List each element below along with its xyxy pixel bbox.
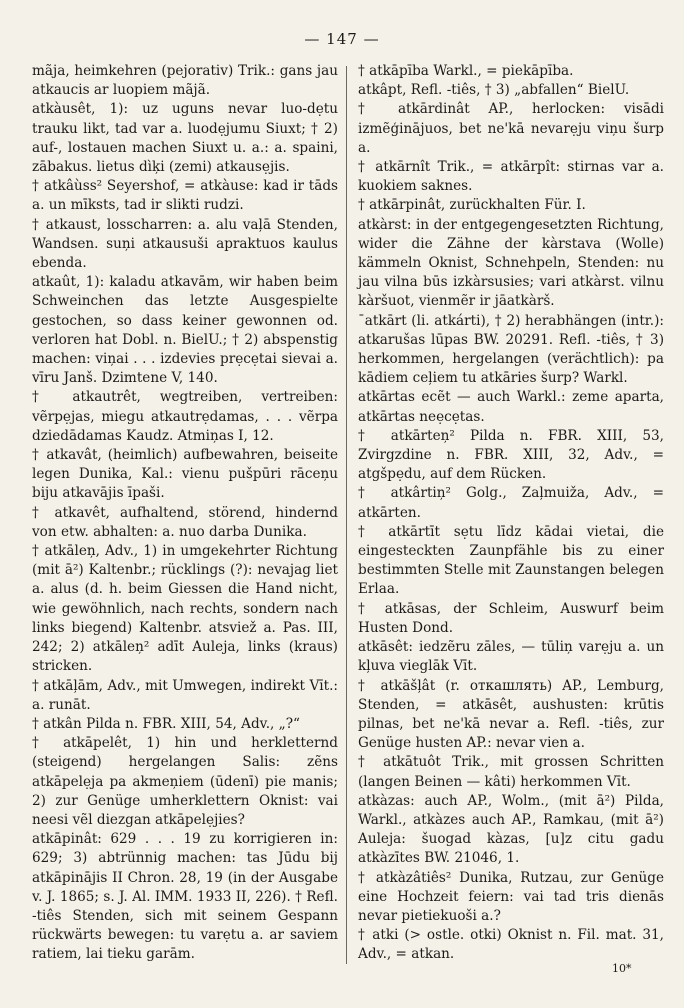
dictionary-entry: † atkāšļât (r. откашлять) AP., Lemburg, Stenden, = atkāsêt, aushusten: krūtis pilnas, bet ne'kā nevar a. Refl. -tiês, zur Genüge husten AP.: nevar vien a. (358, 677, 664, 752)
dictionary-entry: † atkavât, (heimlich) aufbewahren, beiseite legen Dunika, Kal.: vienu pušpūri rāceņu biju atkavājis īpaši. (32, 447, 338, 502)
dictionary-entry: atkàusêt, 1): uz uguns nevar luo-dẹtu trauku likt, tad var a. luodẹjumu Siuxt; † 2) auf-, lostauen machen Siuxt u. a.: a. spaini, zābakus. lietus dìķi (zemi) atkausẹjis. (32, 101, 338, 176)
dictionary-entry: atkàrst: in der entgegengesetzten Richtung, wider die Zähne der kàrstava (Wolle) kämmeln Oknist, Schnehpeln, Stenden: nu jau vilna būs izkàrsusies; vari atkàrst. vilnu kàršuot, vienmẽr ir jāatkàrš. (358, 216, 664, 310)
left-column (32, 62, 338, 965)
dictionary-entry: † atkāļām, Adv., mit Umwegen, indirekt Vīt.: a. runāt. (32, 677, 338, 713)
dictionary-entry: † atkautrêt, wegtreiben, vertreiben: vẽrpẹjas, miegu atkautrẹdamas, . . . vẽrpa dziedādamas Kaudz. Atmiņas I, 12. (32, 389, 338, 444)
dictionary-entry: † atkaust, losscharren: a. alu vaļā Stenden, Wandsen. suņi atkausuši apraktuos kaulus ebenda. (32, 216, 338, 272)
dictionary-entry: mãja, heimkehren (pejorativ) Trik.: gans jau atkaucis ar luopiem mãjã. (32, 63, 338, 99)
dictionary-entry: atkāpinât: 629 . . . 19 zu korrigieren in: 629; 3) abtrünnig machen: tas Jūdu bij atkāpinājis II Chron. 28, 19 (in der Ausgabe v. J. 1865; s. J. Al. IMM. 1933 II, 226). † Refl. -tiês Stenden, sich mit seinem Gespann rückwärts bewegen: tu varẹtu a. ar saviem ratiem, lai tieku garām. (32, 831, 338, 963)
dictionary-entry: † atkavêt, aufhaltend, störend, hindernd von etw. abhalten: a. nuo darba Dunika. (32, 504, 338, 540)
dictionary-entry: † atkātuôt Trik., mit grossen Schritten (langen Beinen — kâti) herkommen Vīt. (358, 754, 664, 790)
dictionary-entry: † atkàzâtiês² Dunika, Rutzau, zur Genüge eine Hochzeit feiern: vai tad tris dienās nevar pietiekuoši a.? (358, 869, 664, 924)
dictionary-entry: atkâpt, Refl. -tiês, † 3) „abfallen“ BielU. (358, 82, 630, 99)
dictionary-entry: † atkāleņ, Adv., 1) in umgekehrter Richtung (mit ā²) Kaltenbr.; rücklings (?): nevajag liet a. alus (d. h. beim Giessen die Hand nicht, wie gewöhnlich, nach rechts, sondern nach links biegend) Kaltenbr. atsviež a. Pas. III, 242; 2) atkāleņ² adīt Auleja, links (kraus) stricken. (32, 543, 338, 675)
dictionary-entry: † atkāpība Warkl., = piekāpība. (358, 63, 574, 79)
right-column (358, 62, 664, 965)
dictionary-entry: † atkân Pilda n. FBR. XIII, 54, Adv., „?“ (32, 715, 300, 732)
dictionary-entry: † atkārtīt sẹtu līdz kādai vietai, die eingesteckten Zaunpfähle bis zu einer bestimmten Stelle mit Zaunstangen belegen Erlaa. (358, 523, 664, 598)
signature-mark: 10* (612, 962, 632, 975)
dictionary-entry: † atkârtiņ² Golg., Zaļmuiža, Adv., = atkārten. (358, 485, 664, 521)
dictionary-entry: † atki (> ostle. otki) Oknist n. Fil. mat. 31, Adv., = atkan. (358, 927, 664, 963)
dictionary-entry: † atkārnît Trik., = atkārpît: stirnas var a. kuokiem saknes. (358, 159, 664, 195)
column-divider (346, 66, 347, 964)
dictionary-entry: † atkāsas, der Schleim, Auswurf beim Husten Dond. (358, 600, 664, 636)
dictionary-entry: † atkārpinât, zurückhalten Für. I. (358, 197, 586, 214)
dictionary-entry: atkāsêt: iedzẽru zāles, — tūliņ varẹju a. un kļuva vieglāk Vīt. (358, 639, 664, 675)
dictionary-entry: atkaût, 1): kaladu atkavām, wir haben beim Schweinchen das letzte Ausgespielte gestochen, so dass keiner gewonnen od. verloren hat Dobl. n. BielU.; † 2) abspenstig machen: viņai . . . izdevies prẹcẹtai sievai a. vīru Janš. Dzimtene V, 140. (32, 274, 338, 387)
page-number: — 147 — (304, 30, 380, 48)
dictionary-entry: † atkâùss² Seyershof, = atkàuse: kad ir tāds a. un mīksts, tad ir slikti rudzi. (32, 178, 338, 214)
dictionary-entry: atkàzas: auch AP., Wolm., (mit ā²) Pilda, Warkl., atkàzes auch AP., Ramkau, (mit ā²) Auleja: šuogad kàzas, [u]z citu gadu atkàzītes BW. 21046, 1. (358, 792, 664, 867)
dictionary-entry: † atkārteņ² Pilda n. FBR. XIII, 53, Zvirgzdine n. FBR. XIII, 32, Adv., = atgšpẹdu, auf dem Rücken. (358, 427, 664, 483)
dictionary-entry: ¯atkārt (li. atkárti), † 2) herabhängen (intr.): atkarušas lūpas BW. 20291. Refl. -tiês, † 3) herkommen, hergelangen (verächtlich): pa kādiem ceļiem tu atkāries šurp? Warkl. (358, 312, 664, 387)
dictionary-entry: † atkārdinât AP., herlocken: visādi izmẽģinājuos, bet ne'kā nevarẹju viņu šurp a. (358, 101, 664, 156)
dictionary-entry: atkārtas ecẽt — auch Warkl.: zeme aparta, atkārtas neẹcẹtas. (358, 389, 664, 425)
dictionary-entry: † atkāpelêt, 1) hin und herkletternd (steigend) hergelangen Salis: zẽns atkāpelẹja pa akmeņiem (ūdenī) pie manis; 2) zur Genüge umherklettern Oknist: vai neesi vẽl diezgan atkāpelẹjies? (32, 735, 338, 828)
